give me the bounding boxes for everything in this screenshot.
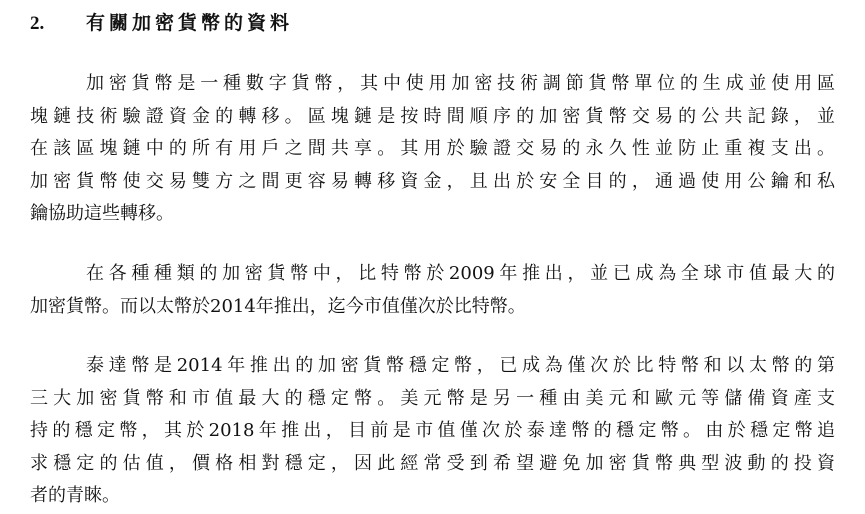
paragraph-cryptocurrency-definition (30, 68, 835, 231)
paragraph-line: 持的穩定幣，其於2018年推出，目前是市值僅次於泰達幣的穩定幣。由於穩定幣追 (30, 420, 835, 441)
paragraph-line: 泰達幣是2014年推出的加密貨幣穩定幣，已成為僅次於比特幣和以太幣的第 (86, 355, 835, 376)
paragraph-line: 加密貨幣。而以太幣於2014年推出，迄今市值僅次於比特幣。 (30, 295, 526, 317)
paragraph-line: 在該區塊鏈中的所有用戶之間共享。其用於驗證交易的永久性並防止重複支出。 (30, 138, 835, 159)
paragraph-line: 求穩定的估值，價格相對穩定，因此經常受到希望避免加密貨幣典型波動的投資 (30, 452, 835, 474)
paragraph-line: 三大加密貨幣和市值最大的穩定幣。美元幣是另一種由美元和歐元等儲備資產支 (30, 387, 835, 409)
paragraph-line: 鑰協助這些轉移。 (30, 203, 174, 224)
paragraph-line: 塊鏈技術驗證資金的轉移。區塊鏈是按時間順序的加密貨幣交易的公共記錄，並 (30, 105, 835, 127)
section-heading (30, 8, 293, 38)
paragraph-line: 加密貨幣是一種數字貨幣，其中使用加密技術調節貨幣單位的生成並使用區 (86, 73, 835, 94)
section-title: 有關加密貨幣的資料 (86, 12, 294, 34)
paragraph-line: 在各種種類的加密貨幣中，比特幣於2009年推出，並已成為全球市值最大的 (86, 263, 835, 284)
paragraph-line: 者的青睞。 (30, 485, 120, 506)
paragraph-stablecoins (30, 350, 835, 513)
section-number: 2. (30, 13, 45, 34)
paragraph-bitcoin-ethereum (30, 258, 835, 323)
paragraph-line: 加密貨幣使交易雙方之間更容易轉移資金，且出於安全目的，通過使用公鑰和私 (30, 170, 835, 192)
